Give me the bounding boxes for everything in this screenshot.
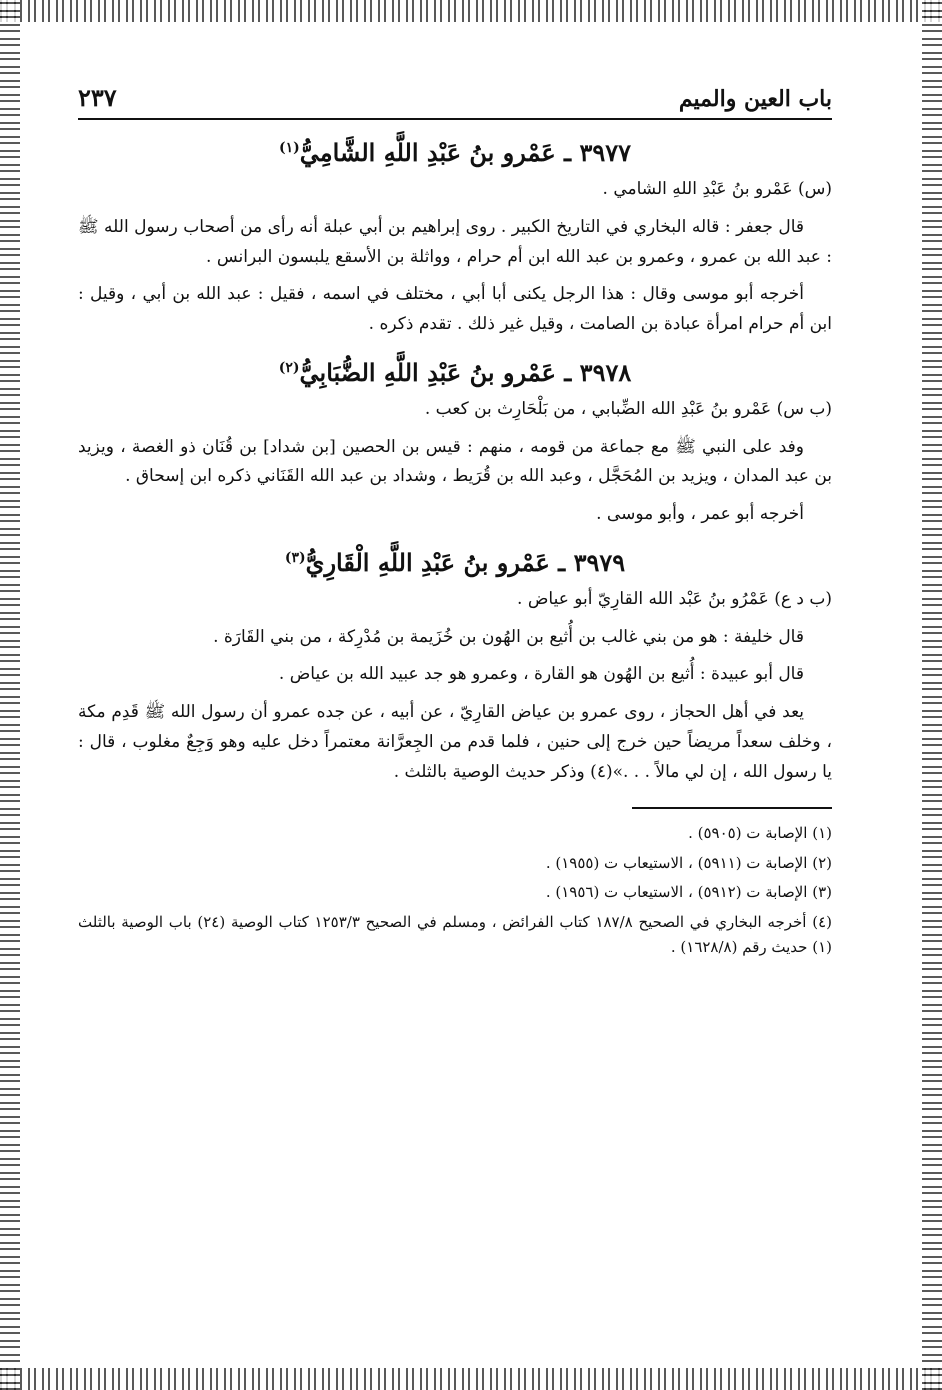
entry-title: ٣٩٧٧ ـ عَمْرو بنُ عَبْدِ اللَّهِ الشَّامِيُّ$^{(١)}$ <box>279 138 631 167</box>
entry-3979 <box>78 548 832 788</box>
entry-3977 <box>78 138 832 340</box>
entry-paragraph: أخرجه أبو عمر ، وأبو موسى . <box>596 504 804 524</box>
entry-paragraph: (ب د ع) عَمْرُو بنُ عَبْد الله القارِيّ أبو عياض . <box>517 588 832 609</box>
footnote-marker: (٢) <box>278 359 300 376</box>
footnote-marker: (١) <box>279 140 300 156</box>
footnote-marker: (٣) <box>284 549 306 566</box>
entry-title: ٣٩٧٩ ـ عَمْرو بنُ عَبْدِ اللَّهِ الْقَارِيُّ$^{(٣)}$ <box>284 547 626 577</box>
decorative-border-bottom <box>0 1368 942 1390</box>
entry-paragraph: قال جعفر : قاله البخاري في التاريخ الكبير . روى إبراهيم بن أبي عبلة أنه رأى من أصحاب رسول الله ﷺ : عبد الله بن عمرو ، وعمرو بن عبد الله ابن أم حرام ، وواثلة بن الأسقع يلبسون البرانس . <box>78 216 832 267</box>
decorative-border-top <box>0 0 942 22</box>
decorative-border-left <box>0 0 20 1390</box>
entry-paragraph: (س) عَمْرو بنُ عَبْدِ اللهِ الشامي . <box>602 179 832 199</box>
entry-paragraph: وفد على النبي ﷺ مع جماعة من قومه ، منهم : قيس بن الحصين [بن شداد] بن قُنَان ذو الغصة ، ويزيد بن عبد المدان ، ويزيد بن المُحَجَّل ، وعبد الله بن قُرَيط ، وشداد بن عبد الله القَنَاني ذكره ابن إسحاق . <box>78 436 832 487</box>
chapter-title: باب العين والميم <box>678 86 832 112</box>
entry-title: ٣٩٧٨ ـ عَمْرو بنُ عَبْدِ اللَّهِ الضُّبَابِيُّ$^{(٢)}$ <box>278 357 632 387</box>
footnote: (٣) الإصابة ت (٥٩١٢) ، الاستيعاب ت (١٩٥٦) . <box>545 883 832 902</box>
footnote: (٤) أخرجه البخاري في الصحيح ١٨٧/٨ كتاب الفرائض ، ومسلم في الصحيح ١٢٥٣/٣ كتاب الوصية (٢٤) باب الوصية بالثلث (١) حديث رقم (١٦٢٨/٨) . <box>78 912 832 957</box>
decorative-border-right <box>922 0 942 1390</box>
entry-paragraph: قال خليفة : هو من بني غالب بن أُثيع بن الهُون بن خُزَيمة بن مُدْرِكة ، من بني القَارَة . <box>213 626 804 647</box>
footnote-divider <box>632 807 832 809</box>
footnote: (٢) الإصابة ت (٥٩١١) ، الاستيعاب ت (١٩٥٥) . <box>545 853 832 872</box>
entry-paragraph: أخرجه أبو موسى وقال : هذا الرجل يكنى أبا أبي ، مختلف في اسمه ، فقيل : عبد الله بن أبي ، وقيل : ابن أم حرام امرأة عبادة بن الصامت ، وقيل غير ذلك . تقدم ذكره . <box>78 284 832 334</box>
page-content <box>78 70 832 1340</box>
entry-3978 <box>78 358 832 530</box>
footnote: (١) الإصابة ت (٥٩٠٥) . <box>688 824 832 843</box>
entry-paragraph: قال أبو عبيدة : أُثيع بن الهُون هو القارة ، وعمرو هو جد عبيد الله بن عياض . <box>278 664 804 685</box>
page-number: ٢٣٧ <box>78 83 117 112</box>
entry-paragraph: يعد في أهل الحجاز ، روى عمرو بن عياض القارِيّ ، عن أبيه ، عن جده عمرو أن رسول الله ﷺ قَدِم مكة ، وخلف سعداً مريضاً حين خرج إلى حنين ، فلما قدم من الجِعرَّانة معتمراً دخل عليه وهو وَجِعٌ مغلوب ، قال : يا رسول الله ، إن لي مالاً . . .»(٤) وذكر حديث الوصية بالثلث . <box>78 702 832 782</box>
entry-paragraph: (ب س) عَمْرو بنُ عَبْدِ الله الضِّبابي ، من بَلْحَارِث بن كعب . <box>424 398 832 419</box>
footnotes <box>78 821 832 961</box>
running-header <box>78 70 832 120</box>
